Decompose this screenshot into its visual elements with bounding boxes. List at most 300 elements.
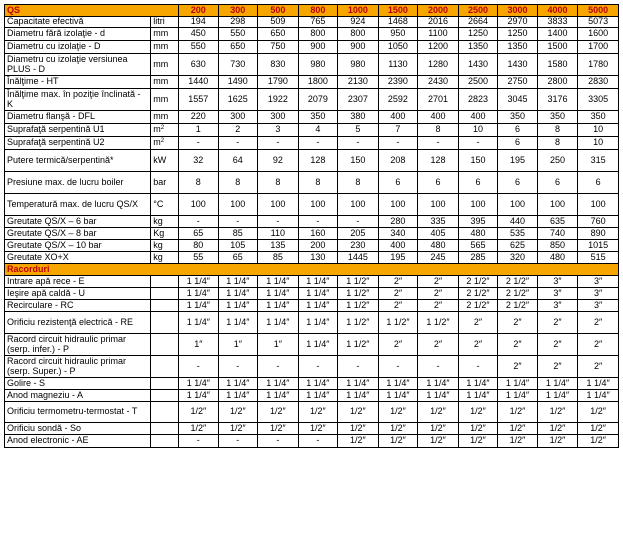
spec-value: 400 (378, 111, 418, 124)
connection-value: - (378, 356, 418, 378)
spec-row (5, 194, 619, 216)
connection-value: 1 1/4″ (578, 390, 619, 402)
connection-value: 2″ (578, 312, 619, 334)
size-header: 500 (258, 5, 299, 17)
spec-value: 300 (258, 111, 299, 124)
connection-value: 1/2″ (458, 423, 498, 435)
spec-value: 65 (218, 252, 258, 264)
spec-value: 1600 (578, 28, 619, 41)
spec-unit: mm (151, 89, 179, 111)
spec-unit: Kg (151, 228, 179, 240)
connection-value: 1/2″ (578, 435, 619, 448)
spec-value: 1490 (218, 76, 258, 89)
spec-value: 480 (418, 240, 459, 252)
spec-value: 350 (537, 111, 578, 124)
spec-value: 208 (378, 150, 418, 172)
connection-value: 1 1/4″ (218, 312, 258, 334)
size-header: 200 (179, 5, 219, 17)
connection-value: 1 1/4″ (338, 390, 379, 402)
connection-value: 1/2″ (537, 435, 578, 448)
spec-value: 3 (258, 124, 299, 137)
spec-value: 800 (298, 28, 338, 41)
spec-value: 100 (498, 194, 538, 216)
spec-value: - (258, 137, 299, 150)
spec-value: 32 (179, 150, 219, 172)
spec-value: 980 (298, 54, 338, 76)
connection-value: 1/2″ (378, 423, 418, 435)
spec-value: 8 (179, 172, 219, 194)
connection-value: 1/2″ (338, 423, 379, 435)
spec-value: 625 (498, 240, 538, 252)
spec-value: 1922 (258, 89, 299, 111)
connection-unit (151, 356, 179, 378)
spec-label: Înălţime - HT (5, 76, 151, 89)
connection-row (5, 423, 619, 435)
spec-value: 160 (298, 228, 338, 240)
spec-value: 1800 (298, 76, 338, 89)
connection-value: 1 1/4″ (498, 390, 538, 402)
specifications-body (5, 17, 619, 448)
spec-value: 8 (258, 172, 299, 194)
spec-value: 6 (498, 172, 538, 194)
spec-row (5, 76, 619, 89)
connection-label: Orificiu termometru-termostat - T (5, 402, 151, 423)
spec-unit: mm (151, 28, 179, 41)
spec-value: 195 (378, 252, 418, 264)
connection-row (5, 356, 619, 378)
spec-unit: bar (151, 172, 179, 194)
connection-value: - (258, 435, 299, 448)
spec-label: Diametru fără izolaţie - d (5, 28, 151, 41)
connection-label: Intrare apă rece - E (5, 276, 151, 288)
connection-value: 1 1/4″ (378, 378, 418, 390)
spec-label: Putere termică/serpentină* (5, 150, 151, 172)
connection-value: 2 1/2″ (458, 288, 498, 300)
spec-unit: kg (151, 240, 179, 252)
connection-value: 1 1/4″ (258, 288, 299, 300)
connection-value: 1 1/4″ (458, 390, 498, 402)
spec-unit: kW (151, 150, 179, 172)
spec-value: 1500 (537, 41, 578, 54)
connection-value: 1/2″ (378, 402, 418, 423)
connection-unit (151, 288, 179, 300)
spec-label: Capacitate efectivă (5, 17, 151, 28)
connection-value: 1 1/2″ (378, 312, 418, 334)
spec-value: 8 (418, 124, 459, 137)
spec-value: 900 (338, 41, 379, 54)
spec-value: 10 (458, 124, 498, 137)
spec-value: 110 (258, 228, 299, 240)
spec-value: 924 (338, 17, 379, 28)
size-header: 3000 (498, 5, 538, 17)
spec-value: 85 (258, 252, 299, 264)
spec-unit: kg (151, 252, 179, 264)
spec-value: 6 (498, 124, 538, 137)
spec-value: 1790 (258, 76, 299, 89)
spec-value: 340 (378, 228, 418, 240)
spec-value: 2750 (498, 76, 538, 89)
connection-value: 1 1/4″ (179, 390, 219, 402)
connection-unit (151, 435, 179, 448)
spec-value: 550 (179, 41, 219, 54)
connection-value: 2″ (537, 356, 578, 378)
spec-unit (151, 124, 179, 137)
spec-value: 1557 (179, 89, 219, 111)
connection-value: 1/2″ (338, 435, 379, 448)
connection-row (5, 300, 619, 312)
spec-value: 2079 (298, 89, 338, 111)
connection-value: 1″ (179, 334, 219, 356)
spec-row (5, 150, 619, 172)
size-header: 4000 (537, 5, 578, 17)
connection-label: Racord circuit hidraulic primar (serp. infer.) - P (5, 334, 151, 356)
spec-value: 1280 (418, 54, 459, 76)
spec-value: 900 (298, 41, 338, 54)
connection-value: - (418, 356, 459, 378)
size-header: 5000 (578, 5, 619, 17)
connection-value: 1 1/4″ (537, 378, 578, 390)
spec-value: 92 (258, 150, 299, 172)
connection-value: 3″ (578, 300, 619, 312)
spec-value: 2592 (378, 89, 418, 111)
connection-value: 1 1/4″ (179, 276, 219, 288)
connection-value: 1 1/4″ (537, 390, 578, 402)
connection-value: 1/2″ (298, 423, 338, 435)
spec-value: 1430 (458, 54, 498, 76)
spec-value: 7 (378, 124, 418, 137)
connection-value: 1 1/4″ (218, 390, 258, 402)
spec-value: 565 (458, 240, 498, 252)
spec-value: 320 (498, 252, 538, 264)
connection-value: 1 1/4″ (258, 312, 299, 334)
connection-value: 1 1/4″ (298, 300, 338, 312)
connection-value: 1 1/4″ (378, 390, 418, 402)
connection-value: 1 1/4″ (218, 276, 258, 288)
connection-value: - (338, 356, 379, 378)
connection-value: 1 1/4″ (298, 312, 338, 334)
spec-value: 8 (298, 172, 338, 194)
spec-value: - (179, 137, 219, 150)
spec-value: 950 (378, 28, 418, 41)
connection-value: 1/2″ (578, 423, 619, 435)
spec-row (5, 137, 619, 150)
connection-value: 1 1/4″ (338, 378, 379, 390)
spec-row (5, 41, 619, 54)
spec-label: Suprafaţă serpentină U1 (5, 124, 151, 137)
connection-value: 1 1/4″ (298, 334, 338, 356)
connection-value: 1 1/4″ (498, 378, 538, 390)
connection-label: Orificiu sondă - So (5, 423, 151, 435)
spec-value: 100 (218, 194, 258, 216)
spec-value: 740 (537, 228, 578, 240)
spec-value: 6 (537, 172, 578, 194)
connection-value: 1/2″ (218, 423, 258, 435)
spec-value: 6 (458, 172, 498, 194)
connection-value: 2 1/2″ (498, 288, 538, 300)
connection-label: Anod magneziu - A (5, 390, 151, 402)
connection-value: 1 1/4″ (298, 276, 338, 288)
connection-value: 2″ (418, 300, 459, 312)
connection-value: 2″ (537, 312, 578, 334)
connection-value: 1/2″ (218, 402, 258, 423)
spec-value: 100 (258, 194, 299, 216)
spec-value: 1100 (418, 28, 459, 41)
size-header: 800 (298, 5, 338, 17)
unit-exponent: 2 (160, 138, 165, 145)
spec-value: 800 (338, 28, 379, 41)
spec-value: 8 (338, 172, 379, 194)
spec-value: 3833 (537, 17, 578, 28)
spec-row (5, 89, 619, 111)
spec-value: 3045 (498, 89, 538, 111)
spec-value: 100 (458, 194, 498, 216)
connection-row (5, 435, 619, 448)
connection-value: 1 1/4″ (179, 300, 219, 312)
spec-value: 2016 (418, 17, 459, 28)
connection-row (5, 402, 619, 423)
spec-value: 8 (537, 137, 578, 150)
spec-value: 205 (338, 228, 379, 240)
connection-row (5, 390, 619, 402)
connection-value: 1 1/4″ (298, 288, 338, 300)
spec-unit: litri (151, 17, 179, 28)
spec-row (5, 111, 619, 124)
spec-row (5, 28, 619, 41)
spec-value: 1625 (218, 89, 258, 111)
spec-value: 4 (298, 124, 338, 137)
connection-value: 1 1/2″ (338, 312, 379, 334)
spec-value: 230 (338, 240, 379, 252)
spec-value: 6 (578, 172, 619, 194)
connection-value: - (179, 435, 219, 448)
connection-value: 2 1/2″ (458, 276, 498, 288)
connection-value: 1 1/4″ (258, 300, 299, 312)
spec-row (5, 17, 619, 28)
spec-value: - (218, 137, 258, 150)
connection-value: 1/2″ (258, 402, 299, 423)
unit-base: m (153, 124, 161, 135)
connection-value: 1/2″ (498, 423, 538, 435)
spec-value: 350 (578, 111, 619, 124)
spec-value: 8 (537, 124, 578, 137)
spec-value: 1440 (179, 76, 219, 89)
spec-value: 635 (537, 216, 578, 228)
spec-unit (151, 137, 179, 150)
spec-value: 400 (458, 111, 498, 124)
connection-value: 1 1/2″ (338, 300, 379, 312)
connection-row (5, 378, 619, 390)
spec-value: 150 (338, 150, 379, 172)
header-row (5, 5, 619, 17)
spec-value: 1445 (338, 252, 379, 264)
connection-value: 1 1/4″ (218, 288, 258, 300)
spec-value: 1200 (418, 41, 459, 54)
spec-value: 3176 (537, 89, 578, 111)
spec-value: 830 (258, 54, 299, 76)
connection-value: 1 1/4″ (179, 378, 219, 390)
connection-value: 1 1/2″ (338, 276, 379, 288)
spec-value: 2800 (537, 76, 578, 89)
connection-value: 3″ (578, 276, 619, 288)
spec-value: 65 (179, 228, 219, 240)
spec-value: 85 (218, 228, 258, 240)
spec-value: 350 (498, 111, 538, 124)
connection-value: 1″ (258, 334, 299, 356)
connection-value: 1 1/4″ (218, 300, 258, 312)
connection-unit (151, 423, 179, 435)
connection-value: - (218, 435, 258, 448)
spec-value: 2970 (498, 17, 538, 28)
spec-value: 1400 (537, 28, 578, 41)
connection-value: 2 1/2″ (458, 300, 498, 312)
connection-value: 2″ (418, 276, 459, 288)
spec-value: 245 (418, 252, 459, 264)
connection-value: 2″ (418, 288, 459, 300)
connection-value: - (258, 356, 299, 378)
spec-value: 1130 (378, 54, 418, 76)
connection-value: 1 1/4″ (418, 378, 459, 390)
spec-value: 5 (338, 124, 379, 137)
spec-value: 1 (179, 124, 219, 137)
spec-value: 105 (218, 240, 258, 252)
spec-value: 2390 (378, 76, 418, 89)
connection-value: 2″ (537, 334, 578, 356)
spec-label: Presiune max. de lucru boiler (5, 172, 151, 194)
connection-value: 2″ (498, 334, 538, 356)
connection-value: 1/2″ (418, 423, 459, 435)
spec-value: 480 (458, 228, 498, 240)
spec-value: 5073 (578, 17, 619, 28)
size-header: 2500 (458, 5, 498, 17)
connection-value: 2″ (498, 356, 538, 378)
spec-value: 280 (378, 216, 418, 228)
spec-value: 200 (298, 240, 338, 252)
spec-label: Greutate QS/X – 8 bar (5, 228, 151, 240)
connection-value: 1 1/4″ (258, 390, 299, 402)
spec-value: - (418, 137, 459, 150)
model-header: QS (5, 5, 179, 17)
spec-value: 650 (258, 28, 299, 41)
spec-value: 335 (418, 216, 459, 228)
connection-unit (151, 378, 179, 390)
spec-value: 3305 (578, 89, 619, 111)
spec-value: 250 (537, 150, 578, 172)
spec-value: 64 (218, 150, 258, 172)
connection-value: 1 1/4″ (258, 378, 299, 390)
connection-value: 2″ (378, 276, 418, 288)
spec-value: 300 (218, 111, 258, 124)
spec-label: Diametru flanşă - DFL (5, 111, 151, 124)
spec-value: 195 (498, 150, 538, 172)
spec-value: 405 (418, 228, 459, 240)
spec-value: 730 (218, 54, 258, 76)
spec-value: 2130 (338, 76, 379, 89)
connection-row (5, 334, 619, 356)
connection-value: 1 1/2″ (338, 334, 379, 356)
section-header-row (5, 264, 619, 276)
spec-unit: mm (151, 41, 179, 54)
connection-value: 2 1/2″ (498, 276, 538, 288)
spec-value: 1350 (458, 41, 498, 54)
connection-value: 3″ (537, 288, 578, 300)
spec-value: 395 (458, 216, 498, 228)
spec-value: 1468 (378, 17, 418, 28)
connection-value: 1 1/2″ (418, 312, 459, 334)
connection-value: 1 1/4″ (298, 378, 338, 390)
connection-value: - (218, 356, 258, 378)
connection-row (5, 276, 619, 288)
spec-value: 2823 (458, 89, 498, 111)
spec-value: 440 (498, 216, 538, 228)
spec-value: - (218, 216, 258, 228)
connection-value: 1/2″ (578, 402, 619, 423)
connection-value: 2″ (458, 334, 498, 356)
connection-value: - (458, 356, 498, 378)
spec-value: 55 (179, 252, 219, 264)
connection-unit (151, 390, 179, 402)
spec-unit: mm (151, 54, 179, 76)
connection-label: Racord circuit hidraulic primar (serp. Super.) - P (5, 356, 151, 378)
connection-value: 2″ (578, 334, 619, 356)
connection-value: 1/2″ (418, 435, 459, 448)
connection-value: 2″ (458, 312, 498, 334)
spec-row (5, 216, 619, 228)
size-header: 300 (218, 5, 258, 17)
connection-value: 1/2″ (179, 423, 219, 435)
connection-label: Ieşire apă caldă - U (5, 288, 151, 300)
specifications-table (4, 4, 619, 448)
connection-value: 2″ (578, 356, 619, 378)
spec-value: 100 (338, 194, 379, 216)
unit-exponent: 2 (160, 125, 165, 132)
spec-value: 1700 (578, 41, 619, 54)
spec-row (5, 240, 619, 252)
spec-value: 515 (578, 252, 619, 264)
connection-label: Recirculare - RC (5, 300, 151, 312)
connection-label: Anod electronic - AE (5, 435, 151, 448)
connection-value: - (298, 435, 338, 448)
connection-value: 2″ (378, 288, 418, 300)
spec-value: 2830 (578, 76, 619, 89)
spec-value: 6 (378, 172, 418, 194)
spec-value: 650 (218, 41, 258, 54)
spec-value: 285 (458, 252, 498, 264)
spec-value: 2307 (338, 89, 379, 111)
spec-value: 750 (258, 41, 299, 54)
spec-value: 130 (298, 252, 338, 264)
connection-value: 1/2″ (498, 435, 538, 448)
spec-value: 194 (179, 17, 219, 28)
connection-unit (151, 276, 179, 288)
connection-value: 1 1/4″ (258, 276, 299, 288)
spec-value: 2701 (418, 89, 459, 111)
spec-label: Înălţime max. în poziţie înclinată - K (5, 89, 151, 111)
spec-value: 1350 (498, 41, 538, 54)
connection-value: 1/2″ (458, 435, 498, 448)
spec-label: Diametru cu izolaţie - D (5, 41, 151, 54)
spec-unit: mm (151, 76, 179, 89)
connection-value: 2″ (498, 312, 538, 334)
spec-value: - (258, 216, 299, 228)
spec-value: 2430 (418, 76, 459, 89)
connection-value: 1 1/4″ (179, 288, 219, 300)
connection-value: 2″ (418, 334, 459, 356)
connection-value: 1 1/4″ (418, 390, 459, 402)
size-header: 2000 (418, 5, 459, 17)
spec-value: 450 (179, 28, 219, 41)
size-header: 1000 (338, 5, 379, 17)
spec-value: - (179, 216, 219, 228)
